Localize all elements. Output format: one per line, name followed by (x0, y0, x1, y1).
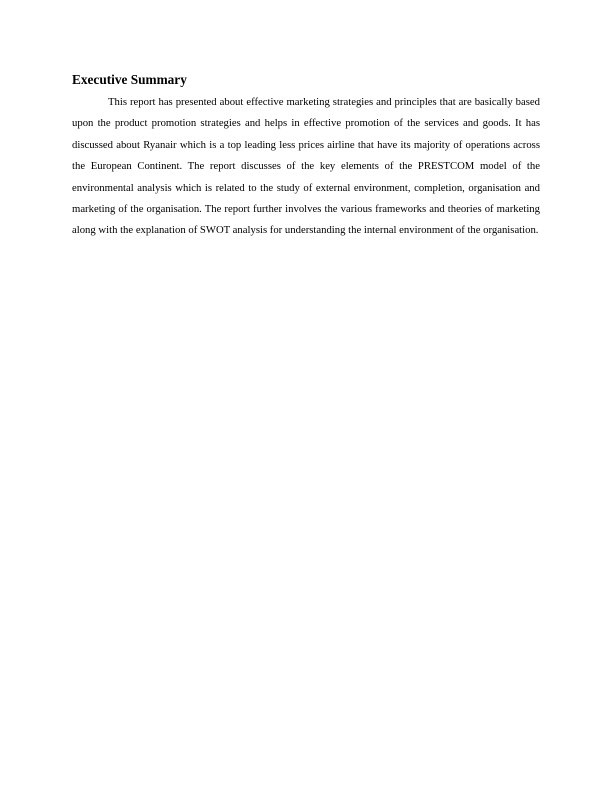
section-heading: Executive Summary (72, 72, 187, 87)
summary-paragraph: This report has presented about effective marketing strategies and principles that are basically based upon the product promotion strategies and helps in effective promotion of the services and goods. It has discussed about Ryanair which is a top leading less prices airline that have its majority of operations across the European Continent. The report discusses of the key elements of the PRESTCOM model of the environmental analysis which is related to the study of external environment, completion, organisation and marketing of the organisation. The report further involves the various frameworks and theories of marketing along with the explanation of SWOT analysis for understanding the internal environment of the organisation. (72, 96, 540, 237)
page-content (72, 70, 540, 242)
